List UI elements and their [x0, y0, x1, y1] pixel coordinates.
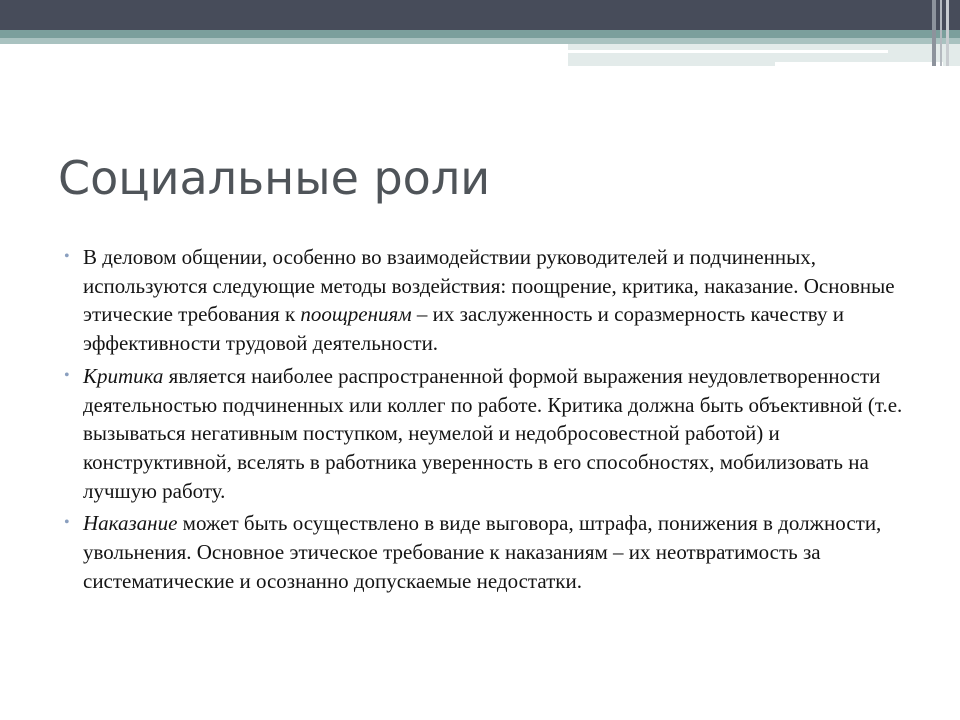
bullet-item: [60, 362, 910, 506]
bullet-emphasis: Наказание: [83, 511, 178, 536]
decor-stripe-teal: [0, 30, 960, 38]
bullet-emphasis: поощрениям: [300, 302, 412, 327]
bullet-list: [60, 243, 910, 599]
bullet-icon: •: [64, 514, 70, 532]
bullet-emphasis: Критика: [83, 363, 164, 388]
bullet-icon: •: [64, 366, 70, 384]
bullet-item: [60, 243, 910, 358]
decor-vertical-line: [932, 0, 936, 66]
decor-vertical-line: [940, 0, 942, 66]
decor-line: [775, 62, 943, 66]
bullet-item: [60, 509, 910, 595]
bullet-text: может быть осуществлено в виде выговора, штрафа, понижения в должности, увольнения. Основное этическое требование к наказаниям – их неотвратимость за систематические и осознанно допускаемые недостатки.: [83, 511, 882, 593]
bullet-text: является наиболее распространенной формой выражения неудовлетворенности деятельностью подчиненных или коллег по работе. Критика должна быть объективной (т.е. вызываться негативным поступком, неумелой и недобросовестной работой) и конструктивной, вселять в работника уверенность в его способностях, мобилизовать на лучшую работу.: [83, 363, 903, 503]
bullet-text: В деловом общении, особенно во взаимодействии руководителей и подчиненных, используются следующие методы воздействия: поощрение, критика, наказание. Основные этические требования к: [83, 245, 895, 327]
decor-vertical-line: [946, 0, 949, 66]
slide-title: Социальные роли: [58, 151, 491, 205]
decor-line: [568, 50, 888, 53]
header-band: [0, 0, 960, 30]
bullet-text: – их заслуженность и соразмерность качеству и эффективности трудовой деятельности.: [83, 302, 844, 356]
bullet-icon: •: [64, 248, 70, 265]
